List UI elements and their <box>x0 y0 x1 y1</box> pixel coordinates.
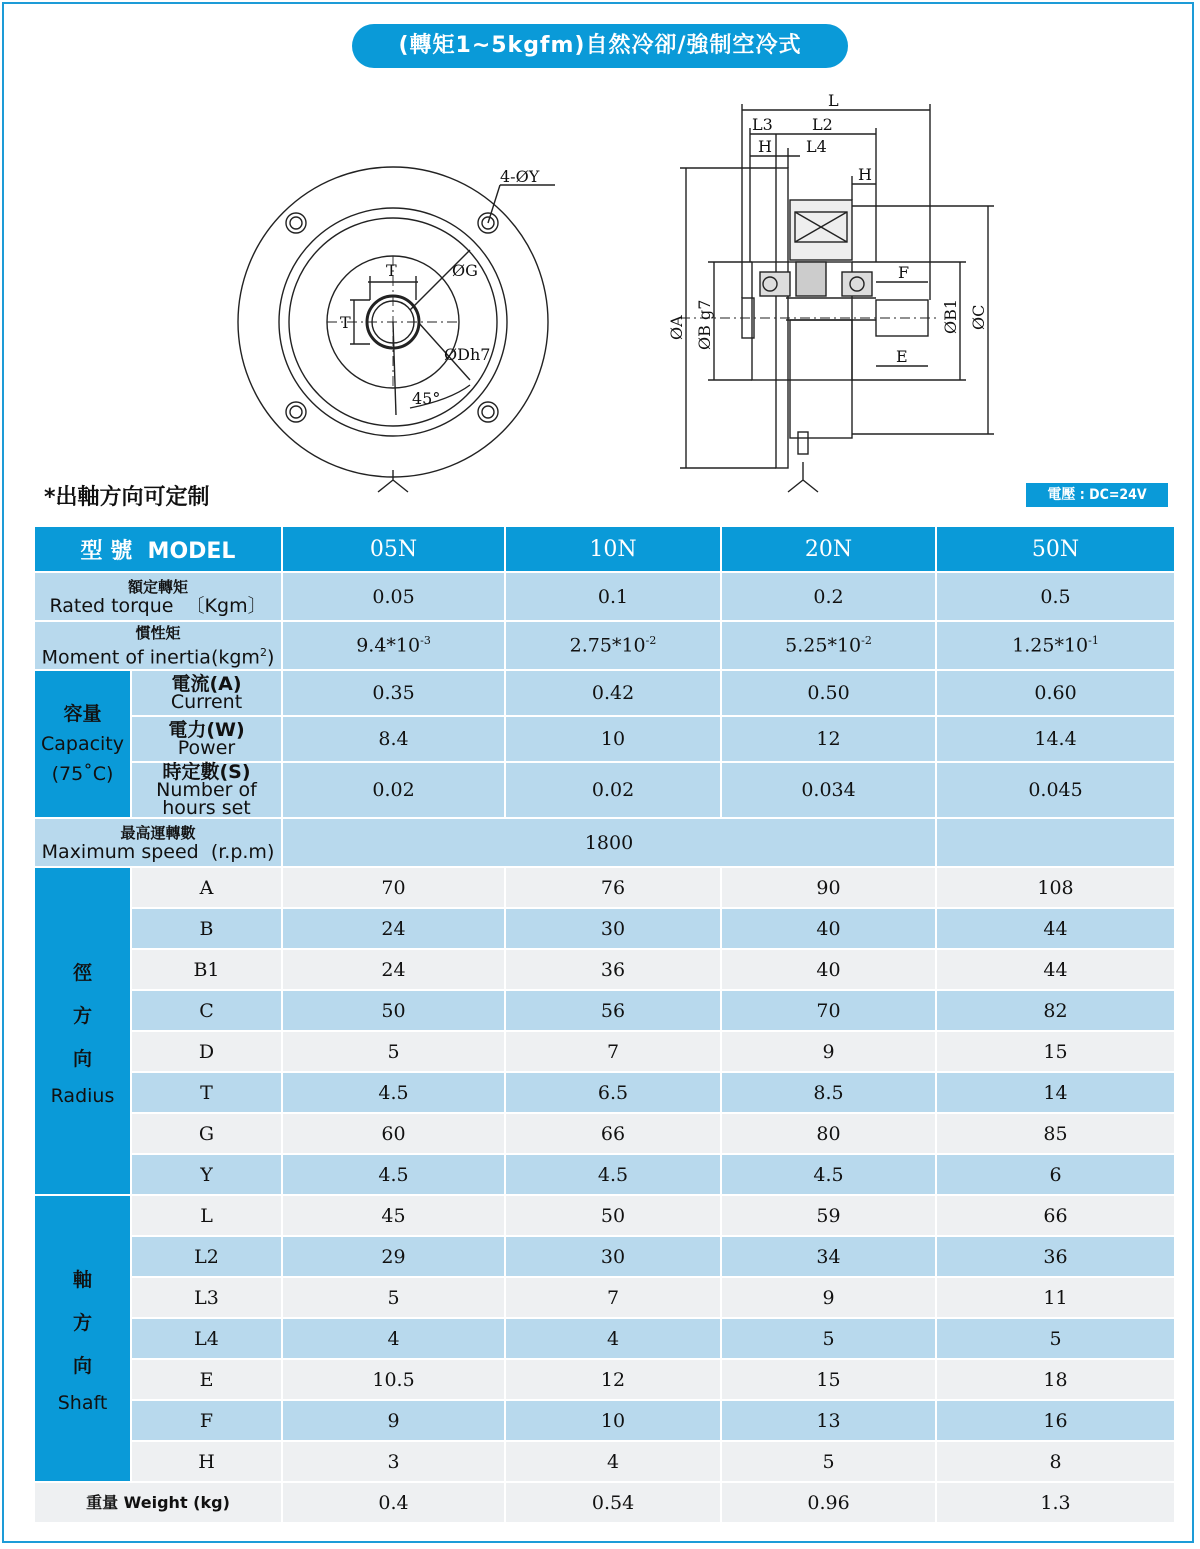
radius-value: 70 <box>283 868 504 907</box>
inertia-value: $9.4*10^{-3}$ <box>283 622 504 669</box>
label-phi-b1: ØB1 <box>941 298 960 334</box>
label-e: E <box>896 347 908 366</box>
power-value: 14.4 <box>937 717 1174 761</box>
radius-row-c <box>35 991 1174 1030</box>
label-angle: 45° <box>412 389 441 408</box>
current-value: 0.42 <box>506 671 720 715</box>
shaft-group-label: 軸 方 向 Shaft <box>35 1196 130 1481</box>
weight-value: 0.4 <box>283 1483 504 1522</box>
label-l4: L4 <box>806 137 827 156</box>
radius-value: 6.5 <box>506 1073 720 1112</box>
shaft-dimension-label: H <box>132 1442 281 1481</box>
side-view <box>680 104 994 492</box>
current-label: 電流(A) Current <box>132 671 281 715</box>
max-speed-value: 1800 <box>283 819 935 866</box>
radius-value: 66 <box>506 1114 720 1153</box>
time-constant-value: 0.02 <box>506 763 720 817</box>
shaft-value: 5 <box>722 1319 935 1358</box>
radius-dimension-label: A <box>132 868 281 907</box>
radius-value: 4.5 <box>506 1155 720 1194</box>
rated-torque-value: 0.5 <box>937 573 1174 620</box>
shaft-section <box>35 1196 1174 1481</box>
radius-dimension-label: G <box>132 1114 281 1153</box>
label-l3: L3 <box>752 115 773 134</box>
radius-dimension-label: B <box>132 909 281 948</box>
shaft-row-h <box>35 1442 1174 1481</box>
shaft-value: 4 <box>283 1319 504 1358</box>
shaft-value: 18 <box>937 1360 1174 1399</box>
current-value: 0.50 <box>722 671 935 715</box>
row-rated-torque <box>35 573 1174 620</box>
shaft-dimension-label: L4 <box>132 1319 281 1358</box>
shaft-dimension-label: L3 <box>132 1278 281 1317</box>
shaft-value: 3 <box>283 1442 504 1481</box>
header-model-50n: 50N <box>937 527 1174 571</box>
shaft-value: 34 <box>722 1237 935 1276</box>
shaft-dimension-label: F <box>132 1401 281 1440</box>
header-model-10n: 10N <box>506 527 720 571</box>
row-power <box>35 717 1174 761</box>
shaft-value: 4 <box>506 1319 720 1358</box>
spec-table <box>33 525 1176 1524</box>
shaft-value: 10 <box>506 1401 720 1440</box>
radius-value: 15 <box>937 1032 1174 1071</box>
radius-dimension-label: B1 <box>132 950 281 989</box>
inertia-label: 慣性矩 Moment of inertia(kgm$^2$) <box>35 622 281 669</box>
weight-value: 0.54 <box>506 1483 720 1522</box>
label-phi-g: ØG <box>452 261 478 280</box>
technical-drawing <box>0 0 1200 520</box>
shaft-row-l3 <box>35 1278 1174 1317</box>
inertia-value: $5.25*10^{-2}$ <box>722 622 935 669</box>
label-phi-dh7: ØDh7 <box>444 345 491 364</box>
shaft-dimension-label: E <box>132 1360 281 1399</box>
time-constant-value: 0.045 <box>937 763 1174 817</box>
shaft-value: 12 <box>506 1360 720 1399</box>
shaft-value: 5 <box>283 1278 504 1317</box>
radius-value: 50 <box>283 991 504 1030</box>
shaft-value: 16 <box>937 1401 1174 1440</box>
power-value: 10 <box>506 717 720 761</box>
shaft-value: 66 <box>937 1196 1174 1235</box>
row-weight <box>35 1483 1174 1522</box>
radius-value: 4.5 <box>722 1155 935 1194</box>
radius-value: 44 <box>937 950 1174 989</box>
radius-value: 56 <box>506 991 720 1030</box>
shaft-value: 29 <box>283 1237 504 1276</box>
current-value: 0.60 <box>937 671 1174 715</box>
label-h-right: H <box>858 165 872 184</box>
weight-value: 1.3 <box>937 1483 1174 1522</box>
radius-value: 44 <box>937 909 1174 948</box>
radius-value: 76 <box>506 868 720 907</box>
label-l2: L2 <box>812 115 833 134</box>
weight-label: 重量 Weight (kg) <box>35 1483 281 1522</box>
label-l: L <box>828 91 839 110</box>
row-max-speed <box>35 819 1174 866</box>
radius-value: 30 <box>506 909 720 948</box>
front-view <box>238 167 555 492</box>
rated-torque-value: 0.05 <box>283 573 504 620</box>
header-model-cell: 型 號 MODEL <box>35 527 281 571</box>
shaft-value: 8 <box>937 1442 1174 1481</box>
radius-value: 4.5 <box>283 1155 504 1194</box>
rated-torque-value: 0.1 <box>506 573 720 620</box>
label-t-side: T <box>340 313 351 332</box>
radius-value: 40 <box>722 950 935 989</box>
shaft-value: 59 <box>722 1196 935 1235</box>
radius-row-d <box>35 1032 1174 1071</box>
custom-shaft-note: *出軸方向可定制 <box>44 485 210 510</box>
row-time-constant <box>35 763 1174 817</box>
power-label: 電力(W) Power <box>132 717 281 761</box>
radius-row-t <box>35 1073 1174 1112</box>
shaft-value: 9 <box>722 1278 935 1317</box>
radius-row-a <box>35 868 1174 907</box>
shaft-row-f <box>35 1401 1174 1440</box>
radius-value: 24 <box>283 909 504 948</box>
header-model-05n: 05N <box>283 527 504 571</box>
radius-value: 24 <box>283 950 504 989</box>
shaft-dimension-label: L2 <box>132 1237 281 1276</box>
radius-dimension-label: C <box>132 991 281 1030</box>
shaft-value: 30 <box>506 1237 720 1276</box>
inertia-value: $2.75*10^{-2}$ <box>506 622 720 669</box>
radius-value: 108 <box>937 868 1174 907</box>
row-current <box>35 671 1174 715</box>
radius-value: 7 <box>506 1032 720 1071</box>
shaft-value: 45 <box>283 1196 504 1235</box>
radius-value: 60 <box>283 1114 504 1153</box>
shaft-row-l <box>35 1196 1174 1235</box>
shaft-value: 15 <box>722 1360 935 1399</box>
radius-row-b1 <box>35 950 1174 989</box>
radius-dimension-label: Y <box>132 1155 281 1194</box>
radius-value: 80 <box>722 1114 935 1153</box>
shaft-value: 5 <box>937 1319 1174 1358</box>
shaft-dimension-label: L <box>132 1196 281 1235</box>
shaft-value: 13 <box>722 1401 935 1440</box>
shaft-value: 10.5 <box>283 1360 504 1399</box>
radius-value: 6 <box>937 1155 1174 1194</box>
radius-value: 8.5 <box>722 1073 935 1112</box>
max-speed-last <box>937 819 1174 866</box>
weight-value: 0.96 <box>722 1483 935 1522</box>
power-value: 8.4 <box>283 717 504 761</box>
shaft-row-l2 <box>35 1237 1174 1276</box>
shaft-value: 11 <box>937 1278 1174 1317</box>
current-value: 0.35 <box>283 671 504 715</box>
radius-value: 36 <box>506 950 720 989</box>
time-constant-value: 0.034 <box>722 763 935 817</box>
label-t-top: T <box>386 261 397 280</box>
max-speed-label: 最高運轉數 Maximum speed (r.p.m) <box>35 819 281 866</box>
shaft-value: 50 <box>506 1196 720 1235</box>
shaft-value: 9 <box>283 1401 504 1440</box>
radius-value: 40 <box>722 909 935 948</box>
radius-value: 85 <box>937 1114 1174 1153</box>
radius-value: 9 <box>722 1032 935 1071</box>
label-phi-c: ØC <box>969 304 988 330</box>
shaft-row-l4 <box>35 1319 1174 1358</box>
label-phi-a: ØA <box>667 315 686 340</box>
radius-value: 70 <box>722 991 935 1030</box>
shaft-value: 7 <box>506 1278 720 1317</box>
time-constant-label: 時定數(S) Number of hours set <box>132 763 281 817</box>
shaft-value: 4 <box>506 1442 720 1481</box>
radius-value: 90 <box>722 868 935 907</box>
time-constant-value: 0.02 <box>283 763 504 817</box>
shaft-value: 36 <box>937 1237 1174 1276</box>
radius-row-g <box>35 1114 1174 1153</box>
label-f: F <box>898 263 910 282</box>
radius-value: 4.5 <box>283 1073 504 1112</box>
shaft-row-e <box>35 1360 1174 1399</box>
radius-row-y <box>35 1155 1174 1194</box>
capacity-group-label: 容量 Capacity (75˚C) <box>35 671 130 817</box>
row-inertia <box>35 622 1174 669</box>
power-value: 12 <box>722 717 935 761</box>
rated-torque-label: 額定轉矩 Rated torque 〔Kgm〕 <box>35 573 281 620</box>
page-title: (轉矩1~5kgfm)自然冷卻/強制空冷式 <box>352 24 848 68</box>
shaft-value: 5 <box>722 1442 935 1481</box>
radius-value: 5 <box>283 1032 504 1071</box>
radius-dimension-label: D <box>132 1032 281 1071</box>
radius-row-b <box>35 909 1174 948</box>
rated-torque-value: 0.2 <box>722 573 935 620</box>
header-model-20n: 20N <box>722 527 935 571</box>
label-phi-b: ØB g7 <box>695 299 714 350</box>
radius-dimension-label: T <box>132 1073 281 1112</box>
label-holes: 4-ØY <box>500 167 540 186</box>
radius-value: 14 <box>937 1073 1174 1112</box>
voltage-badge: 電壓 : DC=24V <box>1026 483 1168 507</box>
label-h-left: H <box>758 137 772 156</box>
inertia-value: $1.25*10^{-1}$ <box>937 622 1174 669</box>
radius-group-label: 徑 方 向 Radius <box>35 868 130 1194</box>
radius-value: 82 <box>937 991 1174 1030</box>
radius-section <box>35 868 1174 1194</box>
